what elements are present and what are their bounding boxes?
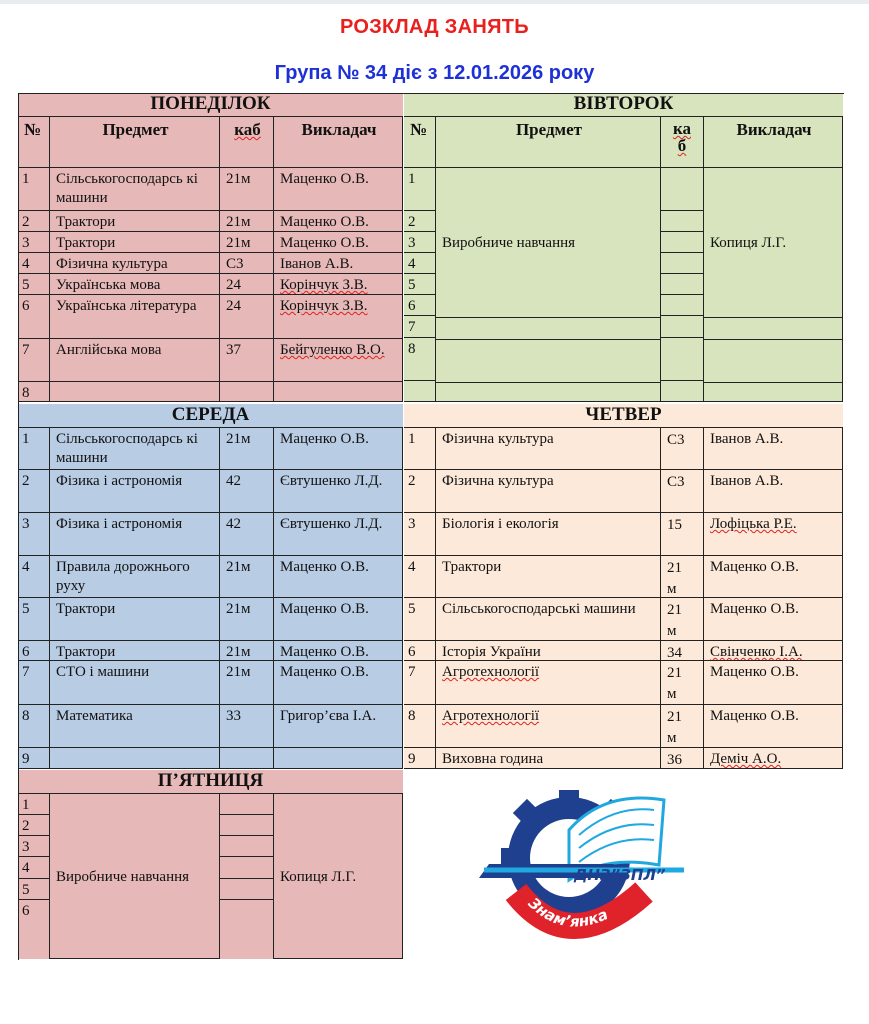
thursday-row-subject: Сільськогосподарські машини — [436, 598, 661, 641]
tuesday-merged-teacher: Копиця Л.Г. — [704, 168, 843, 318]
monday-row-subject: Англійська мова — [50, 339, 220, 382]
wednesday-row-num: 3 — [18, 513, 50, 556]
wednesday-row-teacher: Григор’єва І.А. — [274, 705, 403, 748]
thursday-row-teacher: Маценко О.В. — [704, 705, 843, 748]
friday-row-room — [220, 836, 274, 857]
tuesday-row-room — [661, 232, 704, 253]
friday-row-room — [220, 900, 274, 959]
tuesday-row-room — [661, 338, 704, 381]
wednesday-row-subject: СТО і машини — [50, 661, 220, 705]
wednesday-row-subject: Трактори — [50, 641, 220, 661]
thursday-row-num: 4 — [404, 556, 436, 598]
tuesday-row-room — [661, 381, 704, 402]
wednesday-row-num: 2 — [18, 470, 50, 513]
thursday-row-room: 21 м — [661, 556, 704, 598]
thursday-row-num: 7 — [404, 661, 436, 705]
thursday-row-room: 21 м — [661, 705, 704, 748]
tuesday-row-room — [661, 295, 704, 316]
monday-block — [18, 93, 403, 402]
thursday-row-teacher: Маценко О.В. — [704, 556, 843, 598]
friday-merged-subject: Виробниче навчання — [50, 794, 220, 959]
friday-block — [18, 770, 403, 959]
page-title: РОЗКЛАД ЗАНЯТЬ — [340, 16, 529, 38]
tuesday-row-teacher — [704, 340, 843, 383]
monday-header-teacher: Викладач — [274, 117, 403, 168]
friday-row-num: 5 — [18, 879, 50, 900]
tuesday-row-room — [661, 274, 704, 295]
wednesday-row-teacher: Євтушенко Л.Д. — [274, 470, 403, 513]
wednesday-block — [18, 404, 403, 769]
monday-row-room: 21м — [220, 211, 274, 232]
tuesday-row-num: 8 — [404, 338, 436, 381]
wednesday-row-room: 42 — [220, 513, 274, 556]
tuesday-row-subject — [436, 381, 661, 402]
friday-row-room — [220, 794, 274, 815]
friday-merged-teacher: Копиця Л.Г. — [274, 794, 403, 959]
tuesday-day-title: ВІВТОРОК — [404, 93, 843, 117]
monday-row-teacher-text: Бейгуленко В.О. — [280, 342, 385, 358]
friday-day-title: П’ЯТНИЦЯ — [18, 770, 403, 794]
thursday-block — [404, 404, 843, 769]
logo-text-top: ДНЗ”ЗПЛ” — [574, 866, 666, 884]
college-logo — [404, 770, 843, 959]
monday-row-teacher — [274, 382, 403, 402]
tuesday-row-subject — [436, 318, 661, 340]
monday-row-teacher: Іванов А.В. — [274, 253, 403, 274]
wednesday-row-teacher — [274, 748, 403, 769]
tuesday-row-room — [661, 211, 704, 232]
thursday-day-title: ЧЕТВЕР — [404, 404, 843, 428]
monday-row-teacher — [274, 295, 403, 339]
thursday-row-subject: Фізична культура — [436, 428, 661, 470]
monday-row-num: 8 — [18, 382, 50, 402]
tuesday-header-room: ка б — [661, 117, 704, 168]
friday-row-num: 6 — [18, 900, 50, 959]
tuesday-row-num: 1 — [404, 168, 436, 211]
thursday-row-teacher: Маценко О.В. — [704, 661, 843, 705]
friday-row-num: 3 — [18, 836, 50, 857]
monday-row-subject: Сільськогосподарсь кі машини — [50, 168, 220, 211]
monday-row-num: 6 — [18, 295, 50, 339]
tuesday-row-num: 5 — [404, 274, 436, 295]
wednesday-row-num: 9 — [18, 748, 50, 769]
wednesday-row-teacher: Маценко О.В. — [274, 556, 403, 598]
tuesday-row-room — [661, 316, 704, 338]
monday-row-teacher-text: Корінчук З.В. — [280, 277, 368, 293]
thursday-row-num: 8 — [404, 705, 436, 748]
tuesday-merged-subject: Виробниче навчання — [436, 168, 661, 318]
wednesday-row-num: 8 — [18, 705, 50, 748]
thursday-row-subject: Історія України — [436, 641, 661, 661]
tuesday-header-teacher: Викладач — [704, 117, 843, 168]
monday-header-num: № — [18, 117, 50, 168]
thursday-row-subject: Трактори — [436, 556, 661, 598]
wednesday-row-subject: Трактори — [50, 598, 220, 641]
wednesday-row-room: 21м — [220, 661, 274, 705]
thursday-row-subject: Фізична культура — [436, 470, 661, 513]
friday-row-room — [220, 815, 274, 836]
wednesday-row-teacher: Маценко О.В. — [274, 661, 403, 705]
monday-row-room: 24 — [220, 295, 274, 339]
tuesday-row-num: 7 — [404, 316, 436, 338]
monday-row-room: 37 — [220, 339, 274, 382]
thursday-row-room: С3 — [661, 428, 704, 470]
tuesday-row-num: 3 — [404, 232, 436, 253]
monday-row-num: 7 — [18, 339, 50, 382]
thursday-row-teacher — [704, 748, 843, 769]
wednesday-row-num: 5 — [18, 598, 50, 641]
monday-row-room: 21м — [220, 168, 274, 211]
monday-day-title: ПОНЕДІЛОК — [18, 93, 403, 117]
thursday-row-room: 21 м — [661, 661, 704, 705]
thursday-row-subject — [436, 661, 661, 705]
wednesday-row-teacher: Маценко О.В. — [274, 641, 403, 661]
logo-text-arc: Знам’янка — [524, 894, 611, 931]
thursday-row-teacher-text: Свінченко І.А. — [710, 644, 803, 660]
thursday-row-room: 36 — [661, 748, 704, 769]
friday-row-num: 2 — [18, 815, 50, 836]
thursday-row-room: 21 м — [661, 598, 704, 641]
wednesday-row-room: 21м — [220, 641, 274, 661]
thursday-row-num: 6 — [404, 641, 436, 661]
monday-row-room: С3 — [220, 253, 274, 274]
monday-row-subject: Українська література — [50, 295, 220, 339]
thursday-row-num: 5 — [404, 598, 436, 641]
thursday-row-teacher: Іванов А.В. — [704, 470, 843, 513]
friday-row-room — [220, 879, 274, 900]
wednesday-row-subject: Правила дорожнього руху — [50, 556, 220, 598]
tuesday-header-num: № — [404, 117, 436, 168]
thursday-row-subject: Біологія і екологія — [436, 513, 661, 556]
wednesday-row-subject — [50, 748, 220, 769]
thursday-row-room: С3 — [661, 470, 704, 513]
monday-row-room: 24 — [220, 274, 274, 295]
monday-row-num: 2 — [18, 211, 50, 232]
wednesday-day-title: СЕРЕДА — [18, 404, 403, 428]
top-border — [0, 0, 869, 4]
wednesday-row-subject: Математика — [50, 705, 220, 748]
logo-cell — [404, 770, 843, 959]
monday-row-teacher — [274, 339, 403, 382]
friday-row-num: 4 — [18, 857, 50, 879]
monday-row-teacher: Маценко О.В. — [274, 232, 403, 253]
tuesday-row-num: 6 — [404, 295, 436, 316]
thursday-row-subject — [436, 705, 661, 748]
thursday-row-num: 1 — [404, 428, 436, 470]
wednesday-row-num: 6 — [18, 641, 50, 661]
monday-row-subject — [50, 382, 220, 402]
wednesday-row-room — [220, 748, 274, 769]
wednesday-row-num: 1 — [18, 428, 50, 470]
monday-row-room: 21м — [220, 232, 274, 253]
tuesday-block — [404, 93, 843, 402]
wednesday-row-room: 21м — [220, 556, 274, 598]
monday-row-num: 3 — [18, 232, 50, 253]
tuesday-row-teacher — [704, 381, 843, 402]
thursday-row-num: 2 — [404, 470, 436, 513]
thursday-row-teacher-text: Лофіцька Р.Е. — [710, 516, 797, 532]
thursday-row-num: 9 — [404, 748, 436, 769]
tuesday-header-subject: Предмет — [436, 117, 661, 168]
monday-row-teacher — [274, 274, 403, 295]
wednesday-row-subject: Фізика і астрономія — [50, 470, 220, 513]
wednesday-row-room: 33 — [220, 705, 274, 748]
thursday-row-room: 15 — [661, 513, 704, 556]
monday-row-subject: Фізична культура — [50, 253, 220, 274]
wednesday-row-subject: Фізика і астрономія — [50, 513, 220, 556]
thursday-row-subject-text: Агротехнології — [442, 708, 540, 724]
friday-row-room — [220, 857, 274, 879]
wednesday-row-subject: Сільськогосподарсь кі машини — [50, 428, 220, 470]
wednesday-row-room: 42 — [220, 470, 274, 513]
wednesday-row-teacher: Євтушенко Л.Д. — [274, 513, 403, 556]
tuesday-row-num — [404, 381, 436, 402]
monday-header-subject: Предмет — [50, 117, 220, 168]
tuesday-row-num: 4 — [404, 253, 436, 274]
monday-row-subject: Трактори — [50, 211, 220, 232]
thursday-row-subject: Виховна година — [436, 748, 661, 769]
tuesday-row-teacher — [704, 318, 843, 340]
thursday-row-num: 3 — [404, 513, 436, 556]
tuesday-row-subject — [436, 340, 661, 383]
thursday-row-teacher: Маценко О.В. — [704, 598, 843, 641]
wednesday-row-room: 21м — [220, 428, 274, 470]
tuesday-row-room — [661, 253, 704, 274]
wednesday-row-teacher: Маценко О.В. — [274, 598, 403, 641]
friday-row-num: 1 — [18, 794, 50, 815]
thursday-row-subject-text: Агротехнології — [442, 664, 540, 680]
monday-row-teacher: Маценко О.В. — [274, 168, 403, 211]
thursday-row-teacher — [704, 641, 843, 661]
monday-header-room: каб — [220, 117, 274, 168]
monday-row-num: 4 — [18, 253, 50, 274]
monday-row-num: 1 — [18, 168, 50, 211]
monday-row-teacher-text: Корінчук З.В. — [280, 298, 368, 314]
thursday-row-teacher: Іванов А.В. — [704, 428, 843, 470]
tuesday-row-num: 2 — [404, 211, 436, 232]
thursday-row-teacher — [704, 513, 843, 556]
wednesday-row-teacher: Маценко О.В. — [274, 428, 403, 470]
monday-row-subject: Українська мова — [50, 274, 220, 295]
page-subtitle: Група № 34 діє з 12.01.2026 року — [274, 62, 595, 84]
wednesday-row-num: 7 — [18, 661, 50, 705]
wednesday-row-num: 4 — [18, 556, 50, 598]
tuesday-row-room — [661, 168, 704, 211]
monday-row-teacher: Маценко О.В. — [274, 211, 403, 232]
wednesday-row-room: 21м — [220, 598, 274, 641]
monday-row-subject: Трактори — [50, 232, 220, 253]
monday-row-num: 5 — [18, 274, 50, 295]
monday-row-room — [220, 382, 274, 402]
thursday-row-room: 34 — [661, 641, 704, 661]
thursday-row-teacher-text: Деміч А.О. — [710, 751, 782, 767]
